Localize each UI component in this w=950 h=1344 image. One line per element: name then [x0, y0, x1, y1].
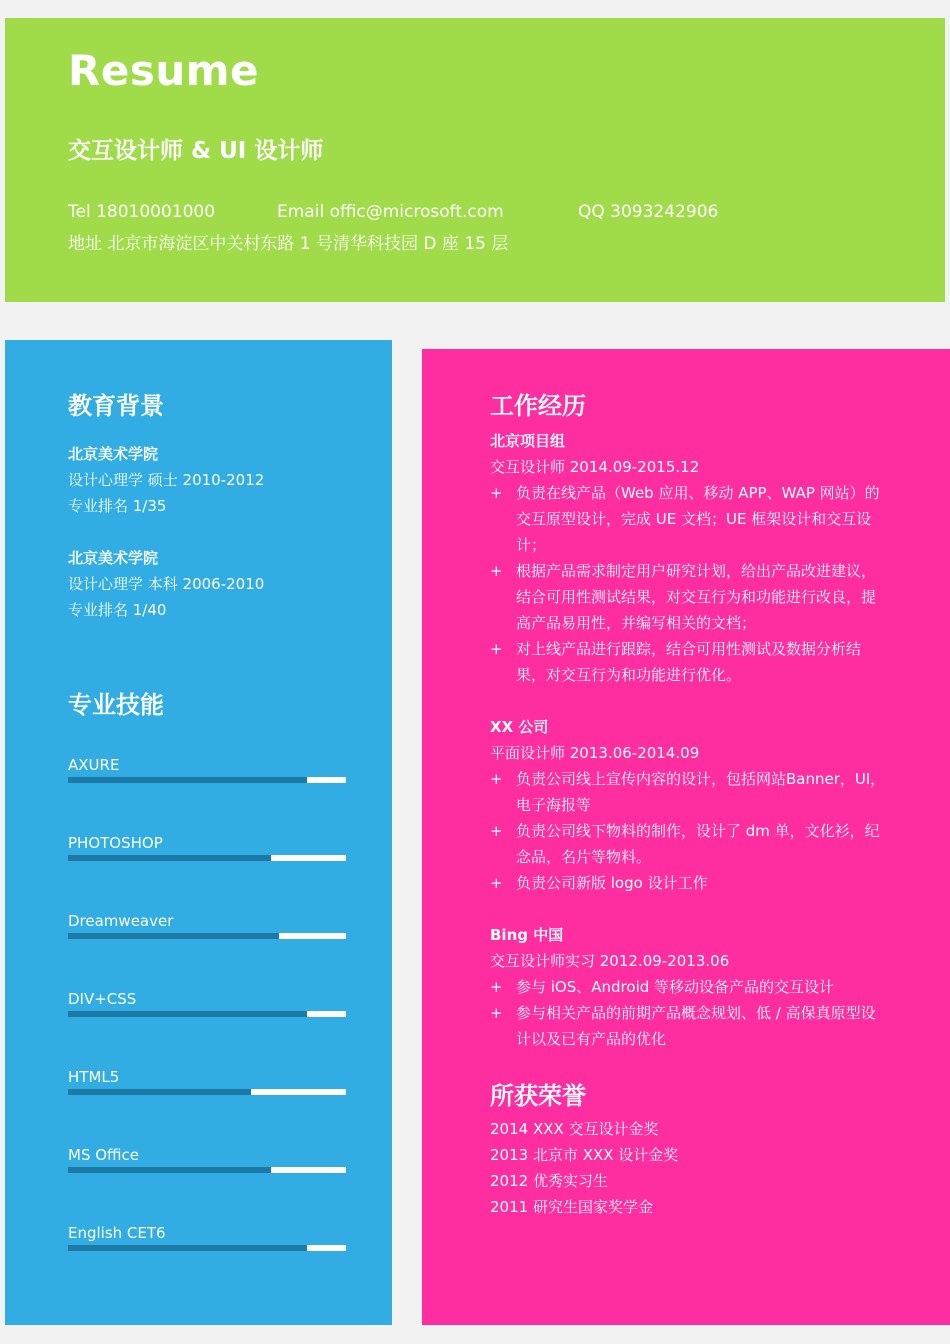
skill-bar-fill: [68, 855, 271, 861]
job-entry: [490, 428, 890, 688]
education-title: 教育背景: [68, 392, 164, 420]
email-text: Email offic@microsoft.com: [277, 202, 504, 222]
skill-name: MS Office: [68, 1146, 140, 1164]
skill-item: [68, 911, 346, 939]
honors-list: [490, 1116, 678, 1220]
resume-title: Resume: [68, 46, 259, 95]
skill-bar: [68, 777, 346, 783]
bullet-text: 负责公司新版 logo 设计工作: [516, 874, 708, 892]
degree-text: 设计心理学 本科 2006-2010: [68, 575, 265, 593]
address-text: 地址 北京市海淀区中关村东路 1 号清华科技园 D 座 15 层: [68, 234, 509, 254]
degree-text: 设计心理学 硕士 2010-2012: [68, 471, 265, 489]
left-column: [5, 340, 392, 1325]
list-item: [490, 818, 890, 870]
skill-bar: [68, 1011, 346, 1017]
skill-item: [68, 989, 346, 1017]
skill-bar-fill: [68, 1089, 251, 1095]
skill-bar: [68, 1245, 346, 1251]
job-entry: [490, 922, 890, 1052]
honors-title: 所获荣誉: [490, 1082, 586, 1110]
bullet-text: 根据产品需求制定用户研究计划，给出产品改进建议，结合可用性测试结果，对交互行为和功能进行改良，提高产品易用性，并编写相关的文档；: [516, 562, 877, 632]
skill-bar: [68, 855, 346, 861]
skill-item: [68, 1145, 346, 1173]
job-bullets: [490, 480, 890, 688]
school-name: 北京美术学院: [68, 549, 159, 567]
job-bullets: [490, 766, 890, 896]
skill-name: DIV+CSS: [68, 990, 137, 1008]
skill-bar: [68, 1089, 346, 1095]
rank-text: 专业排名 1/40: [68, 601, 167, 619]
list-item: [490, 558, 890, 636]
skill-name: AXURE: [68, 756, 120, 774]
skill-bar-fill: [68, 1245, 307, 1251]
list-item: [490, 766, 890, 818]
rank-text: 专业排名 1/35: [68, 497, 167, 515]
plus-icon: +: [490, 874, 503, 892]
honor-item: 2013 北京市 XXX 设计金奖: [490, 1146, 679, 1164]
education-item: [68, 441, 264, 519]
skill-item: [68, 1067, 346, 1095]
plus-icon: +: [490, 562, 503, 580]
honor-item: 2014 XXX 交互设计金奖: [490, 1120, 659, 1138]
company-name: Bing 中国: [490, 926, 564, 944]
plus-icon: +: [490, 640, 503, 658]
education-item: [68, 545, 264, 623]
list-item: [490, 1000, 890, 1052]
bullet-text: 负责公司线上宣传内容的设计，包括网站Banner，UI，电子海报等: [516, 770, 886, 814]
right-column: [422, 349, 950, 1325]
header-banner: [5, 18, 945, 302]
job-entry: [490, 714, 890, 896]
plus-icon: +: [490, 770, 503, 788]
company-name: 北京项目组: [490, 432, 566, 450]
skill-bar-fill: [68, 1167, 271, 1173]
skill-item: [68, 755, 346, 783]
list-item: [490, 480, 890, 558]
work-title: 工作经历: [490, 392, 586, 420]
list-item: [490, 974, 890, 1000]
qq-text: QQ 3093242906: [578, 202, 719, 222]
skill-bar-fill: [68, 777, 307, 783]
job-role: 平面设计师 2013.06-2014.09: [490, 744, 700, 762]
tel-text: Tel 18010001000: [68, 202, 216, 222]
company-name: XX 公司: [490, 718, 549, 736]
job-subtitle: 交互设计师 & UI 设计师: [68, 138, 324, 164]
skill-name: Dreamweaver: [68, 912, 174, 930]
skill-name: HTML5: [68, 1068, 120, 1086]
skill-bar: [68, 933, 346, 939]
list-item: [490, 870, 890, 896]
honor-item: 2012 优秀实习生: [490, 1172, 608, 1190]
school-name: 北京美术学院: [68, 445, 159, 463]
plus-icon: +: [490, 1004, 503, 1022]
bullet-text: 负责在线产品（Web 应用、移动 APP、WAP 网站）的交互原型设计，完成 UE 文档；UE 框架设计和交互设计；: [516, 484, 880, 554]
skill-bar-fill: [68, 1011, 307, 1017]
job-role: 交互设计师实习 2012.09-2013.06: [490, 952, 730, 970]
skill-bar-fill: [68, 933, 279, 939]
bullet-text: 参与 iOS、Android 等移动设备产品的交互设计: [516, 978, 835, 996]
skill-item: [68, 1223, 346, 1251]
bullet-text: 参与相关产品的前期产品概念规划、低 / 高保真原型设计以及已有产品的优化: [516, 1004, 876, 1048]
job-bullets: [490, 974, 890, 1052]
job-role: 交互设计师 2014.09-2015.12: [490, 458, 700, 476]
skill-bar: [68, 1167, 346, 1173]
skill-name: English CET6: [68, 1224, 166, 1242]
honor-item: 2011 研究生国家奖学金: [490, 1198, 653, 1216]
skill-item: [68, 833, 346, 861]
skill-name: PHOTOSHOP: [68, 834, 163, 852]
list-item: [490, 636, 890, 688]
plus-icon: +: [490, 484, 503, 502]
bullet-text: 负责公司线下物料的制作，设计了 dm 单，文化衫，纪念品，名片等物料。: [516, 822, 880, 866]
plus-icon: +: [490, 822, 503, 840]
bullet-text: 对上线产品进行跟踪，结合可用性测试及数据分析结果，对交互行为和功能进行优化。: [516, 640, 862, 684]
skills-title: 专业技能: [68, 691, 164, 719]
plus-icon: +: [490, 978, 503, 996]
